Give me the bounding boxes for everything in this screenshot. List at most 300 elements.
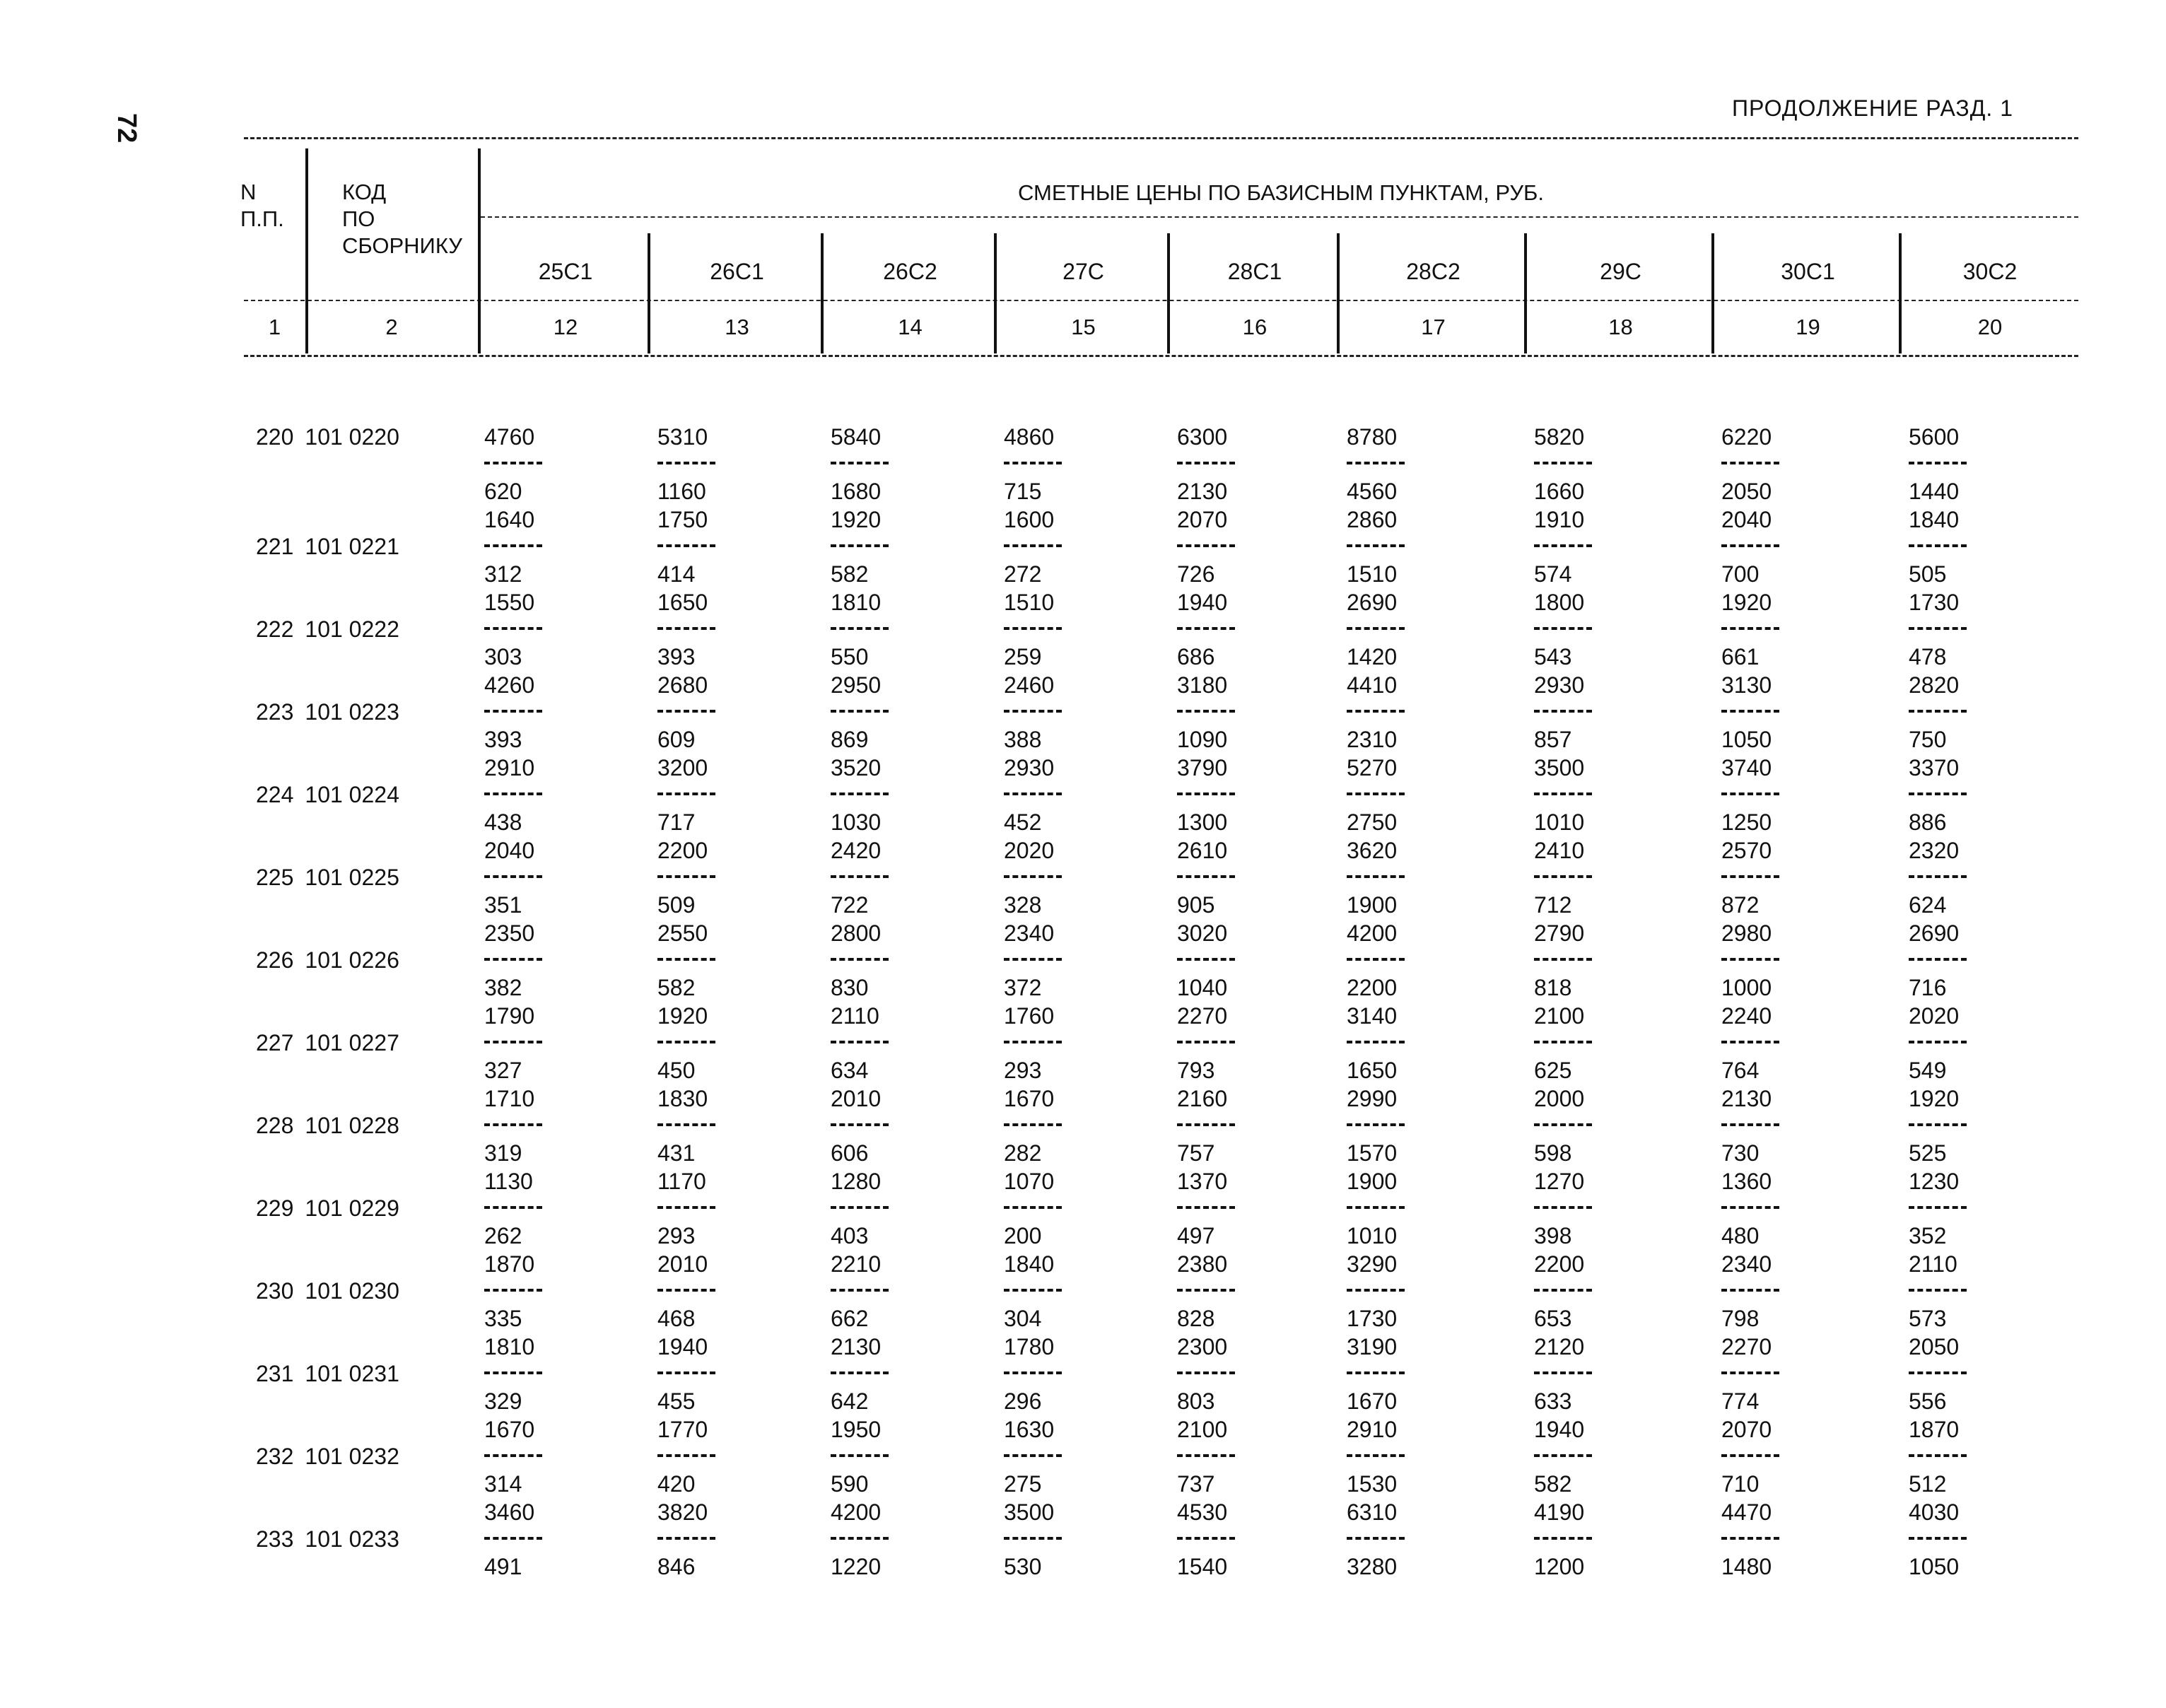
fraction-bar [831, 1123, 889, 1126]
price-top: 2910 [1347, 1417, 1398, 1442]
column-header-28с2: 28С2 [1406, 259, 1460, 284]
price-top: 4030 [1909, 1499, 1960, 1525]
price-top: 2930 [1534, 672, 1585, 698]
fraction-bar [657, 544, 715, 547]
price-top: 3180 [1177, 672, 1228, 698]
fraction-bar [1347, 462, 1405, 464]
price-top: 1910 [1534, 507, 1585, 532]
fraction-bar [484, 544, 542, 547]
column-number: 20 [1977, 315, 2003, 339]
fraction-bar [657, 958, 715, 961]
price-top: 4470 [1721, 1499, 1772, 1525]
price-top: 4760 [484, 424, 535, 450]
fraction-bar [831, 875, 889, 878]
price-bottom: 653 [1534, 1306, 1572, 1331]
fraction-bar [1347, 1289, 1405, 1292]
price-bottom: 497 [1177, 1223, 1215, 1248]
fraction-bar [1721, 792, 1779, 795]
price-top: 2550 [657, 920, 708, 946]
fraction-bar [1909, 1289, 1967, 1292]
price-bottom: 1300 [1177, 809, 1228, 835]
price-bottom: 1050 [1721, 727, 1772, 752]
group-title: СМЕТНЫЕ ЦЕНЫ ПО БАЗИСНЫМ ПУНКТАМ, РУБ. [1018, 180, 1544, 205]
price-bottom: 2200 [1347, 975, 1398, 1000]
fraction-bar [484, 1371, 542, 1374]
price-bottom: 275 [1004, 1471, 1042, 1497]
price-bottom: 1050 [1909, 1554, 1960, 1579]
column-number: 17 [1421, 315, 1446, 339]
fraction-bar [657, 1537, 715, 1540]
price-top: 2950 [831, 672, 882, 698]
price-bottom: 296 [1004, 1388, 1042, 1414]
price-bottom: 1660 [1534, 479, 1585, 504]
price-top: 1810 [831, 590, 882, 615]
fraction-bar [484, 627, 542, 630]
price-bottom: 372 [1004, 975, 1042, 1000]
price-bottom: 712 [1534, 892, 1572, 918]
price-top: 2930 [1004, 755, 1055, 780]
price-top: 1920 [1909, 1086, 1960, 1111]
price-bottom: 262 [484, 1223, 522, 1248]
price-top: 1790 [484, 1003, 535, 1029]
price-bottom: 525 [1909, 1140, 1947, 1166]
price-bottom: 259 [1004, 644, 1042, 669]
price-bottom: 282 [1004, 1140, 1042, 1166]
price-bottom: 480 [1721, 1223, 1760, 1248]
price-bottom: 1010 [1534, 809, 1585, 835]
row-code: 101 0232 [305, 1444, 399, 1469]
fraction-bar [1909, 1206, 1967, 1209]
price-top: 1640 [484, 507, 535, 532]
fraction-bar [831, 1371, 889, 1374]
fraction-bar [1004, 1289, 1062, 1292]
price-bottom: 1010 [1347, 1223, 1398, 1248]
price-bottom: 512 [1909, 1471, 1947, 1497]
price-top: 2160 [1177, 1086, 1228, 1111]
price-bottom: 327 [484, 1058, 522, 1083]
row-number: 232 [256, 1444, 294, 1469]
price-bottom: 662 [831, 1306, 869, 1331]
fraction-bar [1721, 958, 1779, 961]
fraction-bar [1004, 1537, 1062, 1540]
column-header-29с: 29С [1600, 259, 1641, 284]
fraction-bar [1347, 544, 1405, 547]
fraction-bar [1721, 1289, 1779, 1292]
row-label [256, 1195, 399, 1222]
price-top: 3740 [1721, 755, 1772, 780]
row-number: 220 [256, 424, 294, 450]
price-top: 1510 [1004, 590, 1055, 615]
price-top: 3620 [1347, 838, 1398, 863]
price-top: 2680 [657, 672, 708, 698]
price-top: 1170 [657, 1169, 706, 1194]
price-top: 1550 [484, 590, 535, 615]
price-bottom: 2310 [1347, 727, 1398, 752]
price-bottom: 549 [1909, 1058, 1947, 1083]
price-bottom: 774 [1721, 1388, 1760, 1414]
price-top: 1670 [484, 1417, 535, 1442]
price-bottom: 661 [1721, 644, 1760, 669]
fraction-bar [1177, 1371, 1235, 1374]
price-bottom: 717 [657, 809, 696, 835]
fraction-bar [657, 1289, 715, 1292]
row-label [256, 424, 399, 450]
price-top: 2460 [1004, 672, 1055, 698]
price-top: 2000 [1534, 1086, 1585, 1111]
fraction-bar [1347, 792, 1405, 795]
price-top: 2130 [831, 1334, 882, 1359]
price-bottom: 620 [484, 479, 522, 504]
price-top: 1810 [484, 1334, 535, 1359]
price-top: 3020 [1177, 920, 1228, 946]
price-bottom: 686 [1177, 644, 1215, 669]
price-bottom: 2750 [1347, 809, 1398, 835]
price-bottom: 388 [1004, 727, 1042, 752]
fraction-bar [831, 710, 889, 713]
group-title-rule [481, 216, 2078, 218]
price-bottom: 505 [1909, 561, 1947, 587]
price-top: 1800 [1534, 590, 1585, 615]
price-bottom: 293 [1004, 1058, 1042, 1083]
fraction-bar [657, 1123, 715, 1126]
column-header-28с1: 28С1 [1227, 259, 1282, 284]
price-top: 4200 [1347, 920, 1398, 946]
price-bottom: 4560 [1347, 479, 1398, 504]
fraction-bar [1177, 1041, 1235, 1043]
fraction-bar [484, 462, 542, 464]
price-bottom: 1160 [657, 479, 706, 504]
price-bottom: 1680 [831, 479, 882, 504]
price-bottom: 304 [1004, 1306, 1042, 1331]
fraction-bar [1004, 544, 1062, 547]
fraction-bar [1534, 1206, 1592, 1209]
fraction-bar [831, 792, 889, 795]
price-bottom: 303 [484, 644, 522, 669]
price-top: 3140 [1347, 1003, 1398, 1029]
price-top: 3290 [1347, 1251, 1398, 1277]
fraction-bar [1347, 627, 1405, 630]
fraction-bar [1177, 1454, 1235, 1457]
price-bottom: 314 [484, 1471, 522, 1497]
price-top: 2010 [831, 1086, 882, 1111]
price-top: 2070 [1177, 507, 1228, 532]
price-bottom: 582 [831, 561, 869, 587]
column-header-26с2: 26С2 [883, 259, 937, 284]
price-top: 2100 [1177, 1417, 1228, 1442]
fraction-bar [1004, 1206, 1062, 1209]
price-bottom: 750 [1909, 727, 1947, 752]
fraction-bar [1347, 1123, 1405, 1126]
fraction-bar [484, 1289, 542, 1292]
column-header-30с1: 30С1 [1781, 259, 1835, 284]
price-bottom: 710 [1721, 1471, 1760, 1497]
price-bottom: 530 [1004, 1554, 1042, 1579]
fraction-bar [657, 792, 715, 795]
price-bottom: 590 [831, 1471, 869, 1497]
price-bottom: 1900 [1347, 892, 1398, 918]
column-number: 16 [1242, 315, 1268, 339]
price-bottom: 1650 [1347, 1058, 1398, 1083]
fraction-bar [1909, 1041, 1967, 1043]
fraction-bar [1177, 792, 1235, 795]
fraction-bar [1347, 1371, 1405, 1374]
column-number: 12 [553, 315, 578, 339]
price-top: 1630 [1004, 1417, 1055, 1442]
price-bottom: 438 [484, 809, 522, 835]
price-bottom: 726 [1177, 561, 1215, 587]
price-bottom: 886 [1909, 809, 1947, 835]
fraction-bar [1004, 1041, 1062, 1043]
price-bottom: 633 [1534, 1388, 1572, 1414]
fraction-bar [1534, 1537, 1592, 1540]
price-bottom: 351 [484, 892, 522, 918]
column-header-26с1: 26С1 [710, 259, 764, 284]
price-bottom: 1530 [1347, 1471, 1398, 1497]
column-header-30с2: 30С2 [1962, 259, 2018, 284]
fraction-bar [484, 710, 542, 713]
price-bottom: 1670 [1347, 1388, 1398, 1414]
price-top: 1770 [657, 1417, 708, 1442]
price-top: 2240 [1721, 1003, 1772, 1029]
price-bottom: 598 [1534, 1140, 1572, 1166]
fraction-bar [1721, 1206, 1779, 1209]
price-bottom: 200 [1004, 1223, 1042, 1248]
row-label [256, 1444, 399, 1470]
fraction-bar [1534, 1371, 1592, 1374]
fraction-bar [1004, 1454, 1062, 1457]
price-bottom: 319 [484, 1140, 522, 1166]
price-bottom: 716 [1909, 975, 1947, 1000]
row-number: 222 [256, 616, 294, 642]
row-number: 223 [256, 699, 294, 725]
price-top: 4860 [1004, 424, 1055, 450]
row-number: 225 [256, 865, 294, 890]
row-label [256, 947, 399, 973]
price-bottom: 905 [1177, 892, 1215, 918]
fraction-bar [1177, 875, 1235, 878]
price-top: 2070 [1721, 1417, 1772, 1442]
price-top: 2120 [1534, 1334, 1585, 1359]
price-top: 1940 [1177, 590, 1228, 615]
fraction-bar [1004, 627, 1062, 630]
row-code: 101 0231 [305, 1361, 399, 1386]
row-number: 226 [256, 947, 294, 973]
fraction-bar [1909, 1537, 1967, 1540]
price-bottom: 509 [657, 892, 696, 918]
fraction-bar [1004, 875, 1062, 878]
fraction-bar [484, 1537, 542, 1540]
fraction-bar [831, 1454, 889, 1457]
price-top: 5310 [657, 424, 708, 450]
price-bottom: 828 [1177, 1306, 1215, 1331]
price-top: 1940 [657, 1334, 708, 1359]
price-bottom: 625 [1534, 1058, 1572, 1083]
price-top: 2040 [1721, 507, 1772, 532]
fraction-bar [1534, 875, 1592, 878]
price-top: 3460 [484, 1499, 535, 1525]
price-bottom: 455 [657, 1388, 696, 1414]
price-top: 2020 [1004, 838, 1055, 863]
price-top: 1280 [831, 1169, 882, 1194]
fraction-bar [1909, 958, 1967, 961]
price-bottom: 798 [1721, 1306, 1760, 1331]
column-number: 2 [385, 315, 398, 339]
fraction-bar [1004, 958, 1062, 961]
fraction-bar [657, 627, 715, 630]
fraction-bar [1721, 1123, 1779, 1126]
price-bottom: 803 [1177, 1388, 1215, 1414]
price-bottom: 1040 [1177, 975, 1228, 1000]
row-label [256, 616, 399, 643]
column-header-25с1: 25С1 [538, 259, 593, 284]
price-bottom: 722 [831, 892, 869, 918]
row-label [256, 865, 399, 891]
price-top: 2690 [1909, 920, 1960, 946]
price-bottom: 431 [657, 1140, 696, 1166]
price-top: 2300 [1177, 1334, 1228, 1359]
code-label-line3: СБОРНИКУ [342, 233, 462, 258]
fraction-bar [1721, 627, 1779, 630]
fraction-bar [1177, 1206, 1235, 1209]
price-bottom: 403 [831, 1223, 869, 1248]
price-top: 2130 [1721, 1086, 1772, 1111]
price-top: 3190 [1347, 1334, 1398, 1359]
column-number: 14 [898, 315, 923, 339]
row-code: 101 0223 [305, 699, 399, 725]
price-top: 2340 [1004, 920, 1055, 946]
price-top: 1370 [1177, 1169, 1228, 1194]
column-number: 19 [1796, 315, 1820, 339]
fraction-bar [1909, 544, 1967, 547]
fraction-bar [657, 462, 715, 464]
row-label [256, 782, 399, 808]
price-top: 1760 [1004, 1003, 1055, 1029]
price-bottom: 293 [657, 1223, 696, 1248]
fraction-bar [484, 792, 542, 795]
price-bottom: 764 [1721, 1058, 1760, 1083]
fraction-bar [1534, 958, 1592, 961]
row-number: 227 [256, 1030, 294, 1055]
fraction-bar [1534, 1289, 1592, 1292]
price-top: 8780 [1347, 424, 1398, 450]
fraction-bar [1177, 710, 1235, 713]
price-bottom: 3280 [1347, 1554, 1398, 1579]
fraction-bar [831, 958, 889, 961]
price-bottom: 352 [1909, 1223, 1947, 1248]
price-bottom: 606 [831, 1140, 869, 1166]
price-bottom: 1540 [1177, 1554, 1228, 1579]
price-bottom: 573 [1909, 1306, 1947, 1331]
price-top: 4260 [484, 672, 535, 698]
n-label-line2: П.П. [240, 206, 284, 231]
fraction-bar [1347, 710, 1405, 713]
price-top: 1840 [1909, 507, 1960, 532]
column-number: 15 [1071, 315, 1096, 339]
price-top: 1920 [1721, 590, 1772, 615]
row-label [256, 1361, 399, 1387]
price-top: 2860 [1347, 507, 1398, 532]
fraction-bar [1177, 462, 1235, 464]
fraction-bar [1177, 1537, 1235, 1540]
price-bottom: 1250 [1721, 809, 1772, 835]
price-top: 2910 [484, 755, 535, 780]
fraction-bar [1534, 792, 1592, 795]
fraction-bar [831, 1289, 889, 1292]
column-number: 18 [1608, 315, 1633, 339]
price-top: 1920 [831, 507, 882, 532]
fraction-bar [831, 544, 889, 547]
fraction-bar [1909, 1454, 1967, 1457]
fraction-bar [1721, 875, 1779, 878]
price-top: 5600 [1909, 424, 1960, 450]
row-label [256, 699, 399, 725]
fraction-bar [1534, 710, 1592, 713]
price-top: 2380 [1177, 1251, 1228, 1277]
fraction-bar [657, 875, 715, 878]
price-bottom: 450 [657, 1058, 696, 1083]
price-bottom: 543 [1534, 644, 1572, 669]
price-bottom: 414 [657, 561, 696, 587]
price-top: 3370 [1909, 755, 1960, 780]
fraction-bar [1721, 1537, 1779, 1540]
price-bottom: 830 [831, 975, 869, 1000]
fraction-bar [1347, 875, 1405, 878]
price-top: 2110 [831, 1003, 879, 1029]
fraction-bar [1347, 1537, 1405, 1540]
price-bottom: 609 [657, 727, 696, 752]
column-number: 1 [268, 315, 281, 339]
price-bottom: 624 [1909, 892, 1947, 918]
row-code: 101 0233 [305, 1526, 399, 1552]
price-bottom: 846 [657, 1554, 696, 1579]
price-bottom: 642 [831, 1388, 869, 1414]
price-top: 1900 [1347, 1169, 1398, 1194]
fraction-bar [1347, 1041, 1405, 1043]
price-top: 2040 [484, 838, 535, 863]
fraction-bar [1909, 627, 1967, 630]
price-bottom: 730 [1721, 1140, 1760, 1166]
price-bottom: 478 [1909, 644, 1947, 669]
price-top: 5820 [1534, 424, 1585, 450]
price-bottom: 1440 [1909, 479, 1960, 504]
fraction-bar [657, 710, 715, 713]
price-top: 4190 [1534, 1499, 1585, 1525]
price-top: 3200 [657, 755, 708, 780]
fraction-bar [831, 1537, 889, 1540]
price-top: 1650 [657, 590, 708, 615]
price-bottom: 2050 [1721, 479, 1772, 504]
row-number: 228 [256, 1113, 294, 1138]
fraction-bar [1909, 875, 1967, 878]
price-top: 2990 [1347, 1086, 1398, 1111]
price-bottom: 1090 [1177, 727, 1228, 752]
price-bottom: 872 [1721, 892, 1760, 918]
price-top: 3790 [1177, 755, 1228, 780]
price-top: 1230 [1909, 1169, 1960, 1194]
column-number: 13 [725, 315, 749, 339]
price-bottom: 1420 [1347, 644, 1398, 669]
price-top: 3500 [1004, 1499, 1055, 1525]
fraction-bar [484, 1123, 542, 1126]
fraction-bar [1909, 710, 1967, 713]
price-top: 2570 [1721, 838, 1772, 863]
price-bottom: 550 [831, 644, 869, 669]
n-label-line1: N [240, 180, 257, 204]
fraction-bar [1347, 1454, 1405, 1457]
price-top: 2210 [831, 1251, 882, 1277]
n-label [240, 179, 284, 233]
row-code: 101 0220 [305, 424, 399, 450]
